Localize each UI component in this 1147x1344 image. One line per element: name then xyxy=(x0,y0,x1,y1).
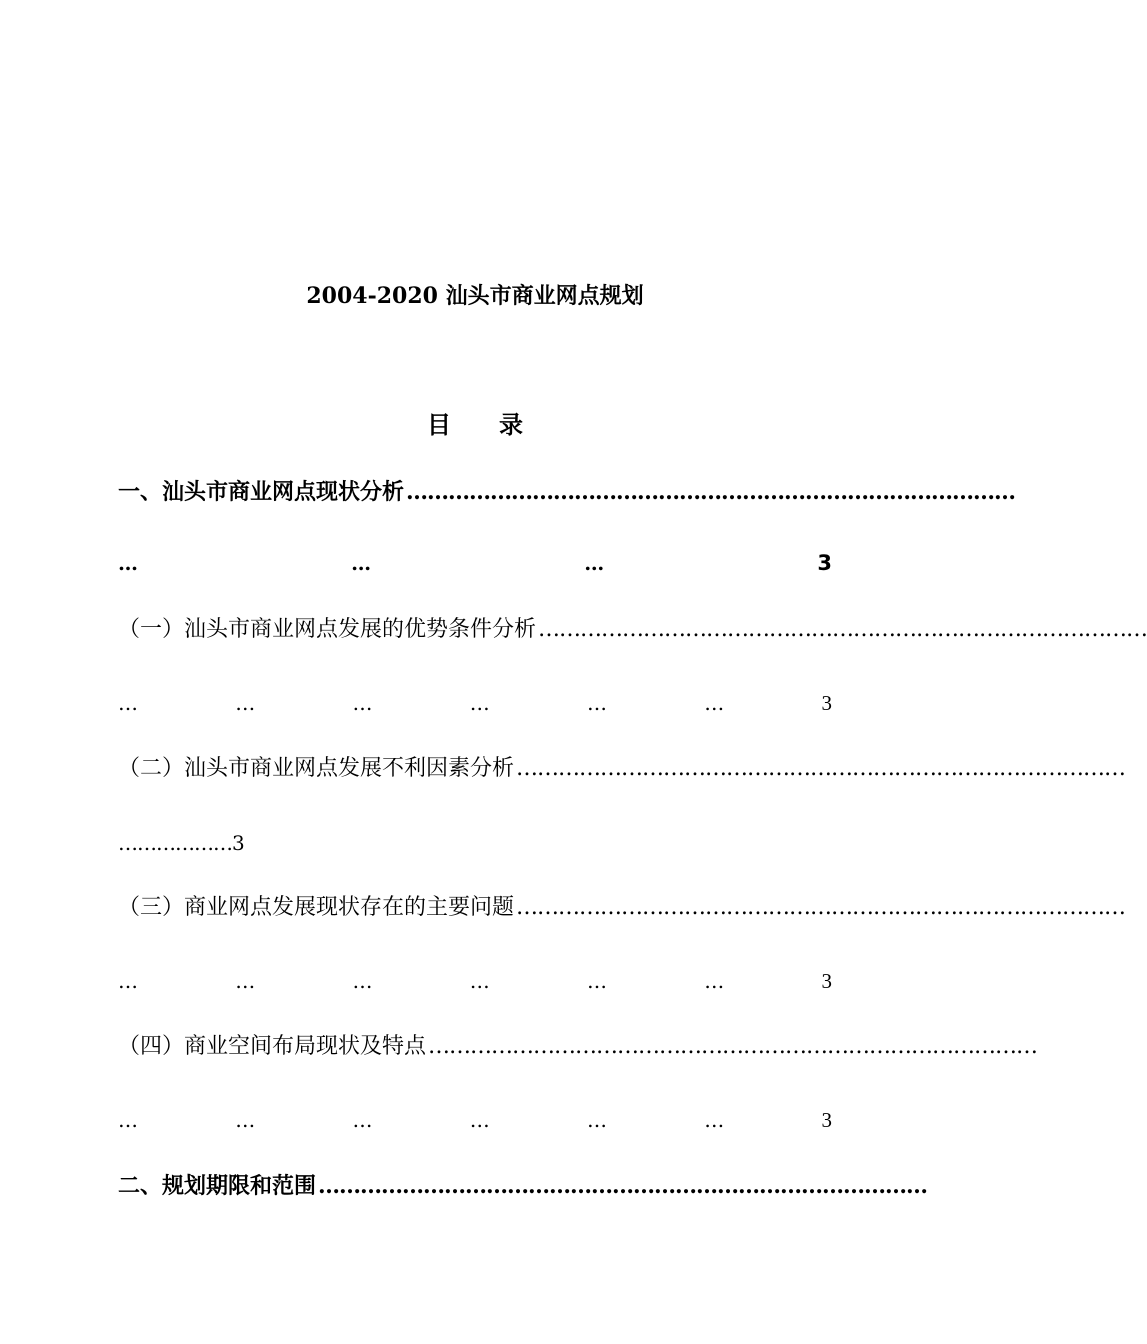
toc-heading-char-1: 目 xyxy=(427,410,451,439)
toc-entry-3-page: 3 xyxy=(232,831,245,855)
document-title: 2004-2020 汕头市商业网点规划 xyxy=(306,283,644,309)
toc-entry-3[interactable] xyxy=(118,753,1126,785)
toc-entry-3-text: （二）汕头市商业网点发展不利因素分析 xyxy=(118,756,515,781)
toc-entry-5-continuation: … … … … … … 3 xyxy=(118,1105,832,1135)
toc-entry-6-text: 二、规划期限和范围 xyxy=(118,1173,317,1199)
toc-entry-1-leader: …………………………………………………………………………… xyxy=(406,479,1016,505)
toc-entry-2-leader: …………………………………………………………………………… xyxy=(538,617,1147,642)
toc-entry-3-leader: …………………………………………………………………………… xyxy=(516,756,1126,781)
toc-entry-5[interactable] xyxy=(118,1031,1038,1063)
toc-entry-4-continuation: … … … … … … 3 xyxy=(118,966,832,996)
toc-entry-6-leader: …………………………………………………………………………… xyxy=(318,1173,928,1199)
toc-entry-5-text: （四）商业空间布局现状及特点 xyxy=(118,1034,427,1059)
toc-entry-4[interactable] xyxy=(118,892,1126,924)
toc-entry-4-text: （三）商业网点发展现状存在的主要问题 xyxy=(118,895,515,920)
toc-entry-4-leader: …………………………………………………………………………… xyxy=(516,895,1126,920)
toc-entry-2[interactable] xyxy=(118,614,1147,646)
toc-entry-1-text: 一、汕头市商业网点现状分析 xyxy=(118,479,405,505)
toc-heading-char-2: 录 xyxy=(499,410,523,439)
toc-entry-6[interactable] xyxy=(118,1170,928,1202)
toc-entry-1[interactable] xyxy=(118,476,1016,508)
toc-entry-1-continuation: … … … 3 xyxy=(118,548,832,578)
toc-entry-4-page: 3 xyxy=(821,969,832,993)
toc-entry-2-page: 3 xyxy=(821,691,832,715)
toc-entry-2-continuation: … … … … … … 3 xyxy=(118,688,832,718)
toc-entry-2-text: （一）汕头市商业网点发展的优势条件分析 xyxy=(118,617,537,642)
toc-entry-3-continuation: ………………3 xyxy=(118,831,245,855)
toc-entry-5-page: 3 xyxy=(821,1108,832,1132)
toc-entry-5-leader: …………………………………………………………………………… xyxy=(428,1034,1038,1059)
toc-heading xyxy=(0,408,950,442)
toc-entry-1-page: 3 xyxy=(817,551,832,575)
